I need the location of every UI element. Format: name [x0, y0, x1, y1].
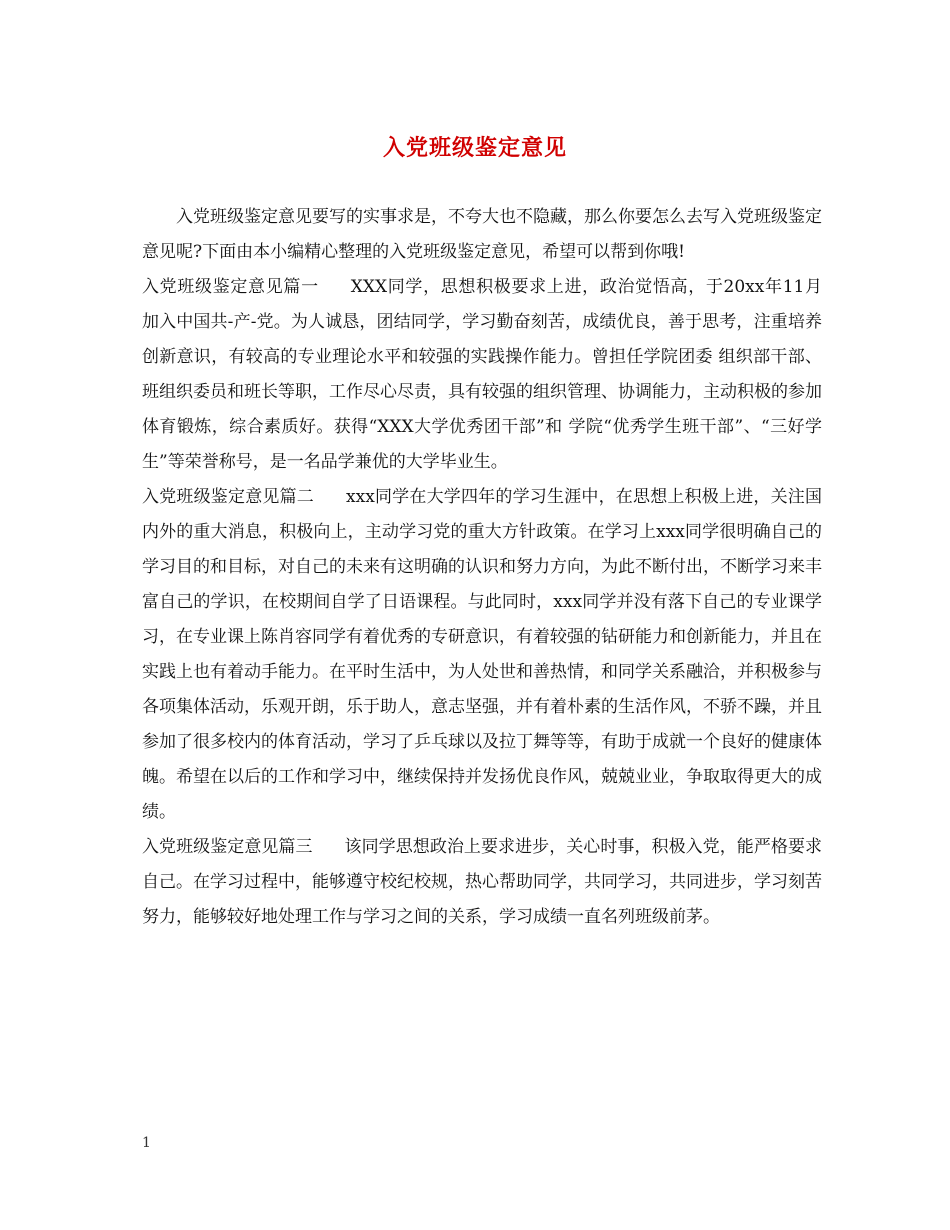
section-body-1: XXX同学，思想积极要求上进，政治觉悟高，于20xx年11月 加入中国共-产-党。为人诚恳，团结同学，学习勤奋刻苦，成绩优良，善于思考，注重培养创新意识，有较高的专业理论水平和较强的实践操作能力。曾担任学院团委 组织部干部、班组织委员和班长等职，工作尽心尽责，具有较强的组织管理、协调能力，主动积极的参加体育锻炼，综合素质好。获得“XXX大学优秀团干部”和 学院“优秀学生班干部”、“三好学生”等荣誉称号，是一名品学兼优的大学毕业生。 — [142, 277, 823, 472]
section-heading-2: 入党班级鉴定意见篇二 — [142, 487, 315, 507]
section-paragraph-3 — [142, 830, 822, 935]
document-body — [142, 200, 822, 935]
section-heading-3: 入党班级鉴定意见篇三 — [142, 837, 313, 857]
intro-paragraph: 入党班级鉴定意见要写的实事求是，不夸大也不隐藏，那么你要怎么去写入党班级鉴定意见呢?下面由本小编精心整理的入党班级鉴定意见，希望可以帮到你哦! — [142, 207, 822, 262]
section-paragraph-2 — [142, 480, 822, 830]
section-body-3: 该同学思想政治上要求进步，关心时事，积极入党，能严格要求自己。在学习过程中，能够遵守校纪校规，热心帮助同学，共同学习，共同进步，学习刻苦努力，能够较好地处理工作与学习之间的关系，学习成绩一直名列班级前茅。 — [142, 837, 823, 927]
section-body-2: xxx同学在大学四年的学习生涯中，在思想上积极上进，关注国内外的重大消息，积极向上，主动学习党的重大方针政策。在学习上xxx同学很明确自己的学习目的和目标，对自己的未来有这明确的认识和努力方向，为此不断付出，不断学习来丰富自己的学识，在校期间自学了日语课程。与此同时，xxx同学并没有落下自己的专业课学习，在专业课上陈肖容同学有着优秀的专研意识，有着较强的钻研能力和创新能力，并且在实践上也有着动手能力。在平时生活中，为人处世和善热情，和同学关系融洽，并积极参与各项集体活动，乐观开朗，乐于助人，意志坚强，并有着朴素的生活作风，不骄不躁，并且参加了很多校内的体育活动，学习了乒乓球以及拉丁舞等等，有助于成就一个良好的健康体魄。希望在以后的工作和学习中，继续保持并发扬优良作风，兢兢业业，争取取得更大的成绩。 — [142, 487, 823, 822]
document-title: 入党班级鉴定意见 — [382, 135, 567, 161]
section-paragraph-1 — [142, 270, 822, 480]
section-heading-1: 入党班级鉴定意见篇一 — [142, 277, 319, 297]
page-number: 1 — [142, 1135, 151, 1151]
